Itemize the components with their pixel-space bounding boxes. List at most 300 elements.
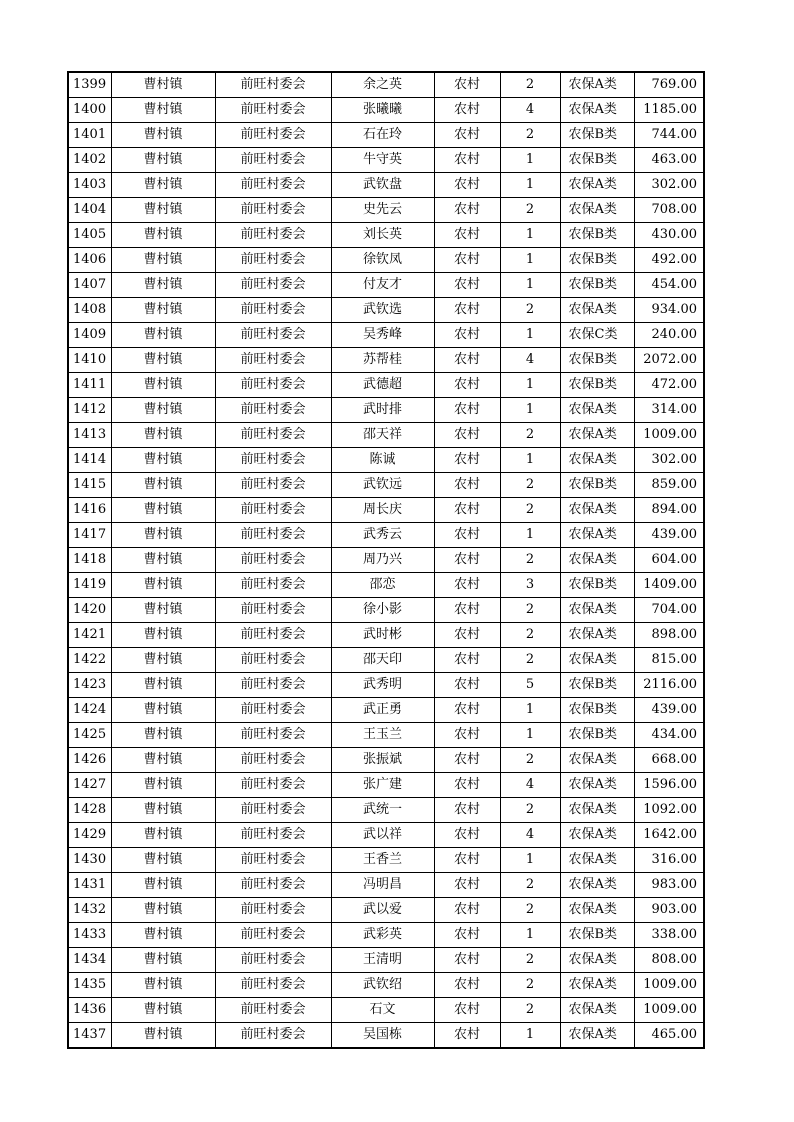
area-type-cell: 农村: [434, 398, 500, 423]
row-number-cell: 1437: [68, 1023, 111, 1049]
amount-cell: 316.00: [634, 848, 704, 873]
row-number-cell: 1417: [68, 523, 111, 548]
town-cell: 曹村镇: [111, 423, 215, 448]
village-committee-cell: 前旺村委会: [215, 72, 331, 98]
village-committee-cell: 前旺村委会: [215, 798, 331, 823]
household-count-cell: 1: [500, 923, 560, 948]
row-number-cell: 1419: [68, 573, 111, 598]
area-type-cell: 农村: [434, 648, 500, 673]
table-row: [68, 273, 704, 298]
row-number-cell: 1416: [68, 498, 111, 523]
town-cell: 曹村镇: [111, 798, 215, 823]
town-cell: 曹村镇: [111, 873, 215, 898]
household-count-cell: 1: [500, 148, 560, 173]
row-number-cell: 1426: [68, 748, 111, 773]
row-number-cell: 1412: [68, 398, 111, 423]
row-number-cell: 1403: [68, 173, 111, 198]
amount-cell: 240.00: [634, 323, 704, 348]
household-count-cell: 4: [500, 348, 560, 373]
row-number-cell: 1430: [68, 848, 111, 873]
amount-cell: 454.00: [634, 273, 704, 298]
table-row: [68, 448, 704, 473]
amount-cell: 934.00: [634, 298, 704, 323]
insurance-category-cell: 农保B类: [560, 273, 634, 298]
town-cell: 曹村镇: [111, 348, 215, 373]
table-row: [68, 1023, 704, 1049]
area-type-cell: 农村: [434, 973, 500, 998]
insurance-category-cell: 农保A类: [560, 198, 634, 223]
row-number-cell: 1424: [68, 698, 111, 723]
person-name-cell: 武秀明: [331, 673, 434, 698]
area-type-cell: 农村: [434, 623, 500, 648]
village-committee-cell: 前旺村委会: [215, 173, 331, 198]
person-name-cell: 付友才: [331, 273, 434, 298]
area-type-cell: 农村: [434, 248, 500, 273]
person-name-cell: 吴秀峰: [331, 323, 434, 348]
household-count-cell: 2: [500, 72, 560, 98]
amount-cell: 859.00: [634, 473, 704, 498]
amount-cell: 314.00: [634, 398, 704, 423]
person-name-cell: 徐小影: [331, 598, 434, 623]
insurance-category-cell: 农保A类: [560, 623, 634, 648]
household-count-cell: 1: [500, 523, 560, 548]
area-type-cell: 农村: [434, 72, 500, 98]
area-type-cell: 农村: [434, 798, 500, 823]
amount-cell: 1596.00: [634, 773, 704, 798]
town-cell: 曹村镇: [111, 948, 215, 973]
table-row: [68, 798, 704, 823]
household-count-cell: 1: [500, 848, 560, 873]
table-row: [68, 623, 704, 648]
village-committee-cell: 前旺村委会: [215, 298, 331, 323]
insurance-category-cell: 农保A类: [560, 548, 634, 573]
table-row: [68, 548, 704, 573]
household-count-cell: 4: [500, 98, 560, 123]
amount-cell: 439.00: [634, 523, 704, 548]
row-number-cell: 1405: [68, 223, 111, 248]
household-count-cell: 1: [500, 398, 560, 423]
insurance-category-cell: 农保A类: [560, 948, 634, 973]
row-number-cell: 1399: [68, 72, 111, 98]
table-row: [68, 198, 704, 223]
amount-cell: 439.00: [634, 698, 704, 723]
household-count-cell: 2: [500, 798, 560, 823]
household-count-cell: 1: [500, 373, 560, 398]
town-cell: 曹村镇: [111, 398, 215, 423]
row-number-cell: 1414: [68, 448, 111, 473]
person-name-cell: 邵恋: [331, 573, 434, 598]
village-committee-cell: 前旺村委会: [215, 498, 331, 523]
row-number-cell: 1418: [68, 548, 111, 573]
village-committee-cell: 前旺村委会: [215, 198, 331, 223]
household-count-cell: 2: [500, 873, 560, 898]
row-number-cell: 1422: [68, 648, 111, 673]
insurance-category-cell: 农保A类: [560, 998, 634, 1023]
table-row: [68, 923, 704, 948]
amount-cell: 302.00: [634, 173, 704, 198]
village-committee-cell: 前旺村委会: [215, 348, 331, 373]
insurance-category-cell: 农保A类: [560, 648, 634, 673]
row-number-cell: 1435: [68, 973, 111, 998]
table-row: [68, 323, 704, 348]
amount-cell: 1642.00: [634, 823, 704, 848]
row-number-cell: 1427: [68, 773, 111, 798]
area-type-cell: 农村: [434, 223, 500, 248]
table-row: [68, 298, 704, 323]
insurance-category-cell: 农保A类: [560, 873, 634, 898]
amount-cell: 604.00: [634, 548, 704, 573]
area-type-cell: 农村: [434, 723, 500, 748]
household-count-cell: 2: [500, 473, 560, 498]
insurance-category-cell: 农保B类: [560, 123, 634, 148]
person-name-cell: 周乃兴: [331, 548, 434, 573]
table-row: [68, 148, 704, 173]
household-count-cell: 2: [500, 198, 560, 223]
amount-cell: 808.00: [634, 948, 704, 973]
household-count-cell: 3: [500, 573, 560, 598]
row-number-cell: 1410: [68, 348, 111, 373]
town-cell: 曹村镇: [111, 198, 215, 223]
amount-cell: 2116.00: [634, 673, 704, 698]
person-name-cell: 武秀云: [331, 523, 434, 548]
table-body: [68, 72, 704, 1048]
table-row: [68, 948, 704, 973]
town-cell: 曹村镇: [111, 623, 215, 648]
household-count-cell: 2: [500, 948, 560, 973]
village-committee-cell: 前旺村委会: [215, 698, 331, 723]
amount-cell: 430.00: [634, 223, 704, 248]
village-committee-cell: 前旺村委会: [215, 398, 331, 423]
household-count-cell: 5: [500, 673, 560, 698]
town-cell: 曹村镇: [111, 923, 215, 948]
row-number-cell: 1434: [68, 948, 111, 973]
insurance-category-cell: 农保B类: [560, 348, 634, 373]
town-cell: 曹村镇: [111, 223, 215, 248]
town-cell: 曹村镇: [111, 323, 215, 348]
town-cell: 曹村镇: [111, 973, 215, 998]
amount-cell: 1092.00: [634, 798, 704, 823]
insurance-category-cell: 农保B类: [560, 673, 634, 698]
town-cell: 曹村镇: [111, 373, 215, 398]
row-number-cell: 1421: [68, 623, 111, 648]
row-number-cell: 1413: [68, 423, 111, 448]
table-row: [68, 773, 704, 798]
row-number-cell: 1402: [68, 148, 111, 173]
table-row: [68, 398, 704, 423]
person-name-cell: 周长庆: [331, 498, 434, 523]
person-name-cell: 武时排: [331, 398, 434, 423]
table-row: [68, 72, 704, 98]
household-count-cell: 2: [500, 648, 560, 673]
row-number-cell: 1432: [68, 898, 111, 923]
row-number-cell: 1429: [68, 823, 111, 848]
town-cell: 曹村镇: [111, 72, 215, 98]
village-committee-cell: 前旺村委会: [215, 823, 331, 848]
amount-cell: 898.00: [634, 623, 704, 648]
insurance-category-cell: 农保B类: [560, 248, 634, 273]
area-type-cell: 农村: [434, 873, 500, 898]
row-number-cell: 1406: [68, 248, 111, 273]
amount-cell: 2072.00: [634, 348, 704, 373]
area-type-cell: 农村: [434, 673, 500, 698]
village-committee-cell: 前旺村委会: [215, 673, 331, 698]
table-row: [68, 173, 704, 198]
village-committee-cell: 前旺村委会: [215, 973, 331, 998]
table-row: [68, 598, 704, 623]
amount-cell: 815.00: [634, 648, 704, 673]
row-number-cell: 1411: [68, 373, 111, 398]
person-name-cell: 冯明昌: [331, 873, 434, 898]
household-count-cell: 1: [500, 248, 560, 273]
amount-cell: 492.00: [634, 248, 704, 273]
amount-cell: 1185.00: [634, 98, 704, 123]
amount-cell: 668.00: [634, 748, 704, 773]
area-type-cell: 农村: [434, 98, 500, 123]
table-row: [68, 848, 704, 873]
area-type-cell: 农村: [434, 273, 500, 298]
table-row: [68, 473, 704, 498]
person-name-cell: 余之英: [331, 72, 434, 98]
town-cell: 曹村镇: [111, 573, 215, 598]
row-number-cell: 1408: [68, 298, 111, 323]
area-type-cell: 农村: [434, 823, 500, 848]
person-name-cell: 武钦盘: [331, 173, 434, 198]
area-type-cell: 农村: [434, 423, 500, 448]
insurance-category-cell: 农保A类: [560, 748, 634, 773]
area-type-cell: 农村: [434, 123, 500, 148]
town-cell: 曹村镇: [111, 273, 215, 298]
person-name-cell: 牛守英: [331, 148, 434, 173]
insurance-category-cell: 农保A类: [560, 173, 634, 198]
town-cell: 曹村镇: [111, 898, 215, 923]
area-type-cell: 农村: [434, 523, 500, 548]
area-type-cell: 农村: [434, 323, 500, 348]
area-type-cell: 农村: [434, 998, 500, 1023]
insurance-category-cell: 农保B类: [560, 373, 634, 398]
insurance-category-cell: 农保B类: [560, 698, 634, 723]
person-name-cell: 武以爱: [331, 898, 434, 923]
person-name-cell: 武钦选: [331, 298, 434, 323]
household-count-cell: 1: [500, 173, 560, 198]
table-row: [68, 698, 704, 723]
insurance-category-cell: 农保A类: [560, 498, 634, 523]
person-name-cell: 武正勇: [331, 698, 434, 723]
insurance-category-cell: 农保A类: [560, 898, 634, 923]
town-cell: 曹村镇: [111, 123, 215, 148]
village-committee-cell: 前旺村委会: [215, 148, 331, 173]
amount-cell: 983.00: [634, 873, 704, 898]
area-type-cell: 农村: [434, 748, 500, 773]
person-name-cell: 武彩英: [331, 923, 434, 948]
insurance-category-cell: 农保A类: [560, 1023, 634, 1049]
household-count-cell: 1: [500, 1023, 560, 1049]
town-cell: 曹村镇: [111, 723, 215, 748]
insurance-category-cell: 农保C类: [560, 323, 634, 348]
household-count-cell: 2: [500, 498, 560, 523]
row-number-cell: 1431: [68, 873, 111, 898]
row-number-cell: 1423: [68, 673, 111, 698]
town-cell: 曹村镇: [111, 248, 215, 273]
village-committee-cell: 前旺村委会: [215, 448, 331, 473]
row-number-cell: 1404: [68, 198, 111, 223]
insurance-category-cell: 农保A类: [560, 598, 634, 623]
person-name-cell: 武钦绍: [331, 973, 434, 998]
person-name-cell: 陈诚: [331, 448, 434, 473]
person-name-cell: 刘长英: [331, 223, 434, 248]
household-count-cell: 2: [500, 973, 560, 998]
table-row: [68, 973, 704, 998]
household-count-cell: 1: [500, 323, 560, 348]
town-cell: 曹村镇: [111, 523, 215, 548]
table-row: [68, 723, 704, 748]
household-count-cell: 2: [500, 123, 560, 148]
household-count-cell: 1: [500, 448, 560, 473]
area-type-cell: 农村: [434, 698, 500, 723]
town-cell: 曹村镇: [111, 173, 215, 198]
amount-cell: 472.00: [634, 373, 704, 398]
area-type-cell: 农村: [434, 348, 500, 373]
area-type-cell: 农村: [434, 473, 500, 498]
village-committee-cell: 前旺村委会: [215, 623, 331, 648]
table-row: [68, 673, 704, 698]
amount-cell: 1009.00: [634, 998, 704, 1023]
amount-cell: 434.00: [634, 723, 704, 748]
table-row: [68, 748, 704, 773]
village-committee-cell: 前旺村委会: [215, 923, 331, 948]
insurance-category-cell: 农保A类: [560, 423, 634, 448]
person-name-cell: 石在玲: [331, 123, 434, 148]
town-cell: 曹村镇: [111, 673, 215, 698]
town-cell: 曹村镇: [111, 773, 215, 798]
insurance-category-cell: 农保A类: [560, 98, 634, 123]
row-number-cell: 1409: [68, 323, 111, 348]
area-type-cell: 农村: [434, 173, 500, 198]
amount-cell: 302.00: [634, 448, 704, 473]
table-row: [68, 123, 704, 148]
insurance-category-cell: 农保A类: [560, 823, 634, 848]
household-count-cell: 2: [500, 298, 560, 323]
village-committee-cell: 前旺村委会: [215, 223, 331, 248]
town-cell: 曹村镇: [111, 298, 215, 323]
village-committee-cell: 前旺村委会: [215, 473, 331, 498]
area-type-cell: 农村: [434, 573, 500, 598]
household-count-cell: 1: [500, 223, 560, 248]
row-number-cell: 1433: [68, 923, 111, 948]
amount-cell: 338.00: [634, 923, 704, 948]
village-committee-cell: 前旺村委会: [215, 423, 331, 448]
person-name-cell: 王香兰: [331, 848, 434, 873]
person-name-cell: 武以祥: [331, 823, 434, 848]
table-row: [68, 248, 704, 273]
amount-cell: 463.00: [634, 148, 704, 173]
table-row: [68, 223, 704, 248]
table-row: [68, 348, 704, 373]
person-name-cell: 武时彬: [331, 623, 434, 648]
area-type-cell: 农村: [434, 948, 500, 973]
insurance-category-cell: 农保A类: [560, 298, 634, 323]
row-number-cell: 1415: [68, 473, 111, 498]
village-committee-cell: 前旺村委会: [215, 373, 331, 398]
insurance-category-cell: 农保B类: [560, 923, 634, 948]
household-count-cell: 2: [500, 423, 560, 448]
amount-cell: 708.00: [634, 198, 704, 223]
village-committee-cell: 前旺村委会: [215, 573, 331, 598]
village-committee-cell: 前旺村委会: [215, 848, 331, 873]
village-committee-cell: 前旺村委会: [215, 273, 331, 298]
row-number-cell: 1400: [68, 98, 111, 123]
village-committee-cell: 前旺村委会: [215, 123, 331, 148]
area-type-cell: 农村: [434, 773, 500, 798]
village-committee-cell: 前旺村委会: [215, 748, 331, 773]
table-row: [68, 873, 704, 898]
amount-cell: 1409.00: [634, 573, 704, 598]
household-count-cell: 2: [500, 998, 560, 1023]
row-number-cell: 1428: [68, 798, 111, 823]
amount-cell: 465.00: [634, 1023, 704, 1049]
insurance-category-cell: 农保B类: [560, 148, 634, 173]
area-type-cell: 农村: [434, 198, 500, 223]
village-committee-cell: 前旺村委会: [215, 548, 331, 573]
area-type-cell: 农村: [434, 498, 500, 523]
person-name-cell: 徐钦凤: [331, 248, 434, 273]
person-name-cell: 武统一: [331, 798, 434, 823]
person-name-cell: 张振斌: [331, 748, 434, 773]
village-committee-cell: 前旺村委会: [215, 598, 331, 623]
insurance-category-cell: 农保B类: [560, 223, 634, 248]
row-number-cell: 1401: [68, 123, 111, 148]
village-committee-cell: 前旺村委会: [215, 648, 331, 673]
household-count-cell: 2: [500, 623, 560, 648]
area-type-cell: 农村: [434, 923, 500, 948]
insurance-category-cell: 农保A类: [560, 798, 634, 823]
town-cell: 曹村镇: [111, 648, 215, 673]
village-committee-cell: 前旺村委会: [215, 248, 331, 273]
village-committee-cell: 前旺村委会: [215, 873, 331, 898]
area-type-cell: 农村: [434, 148, 500, 173]
insurance-category-cell: 农保A类: [560, 773, 634, 798]
table-row: [68, 573, 704, 598]
amount-cell: 1009.00: [634, 423, 704, 448]
insurance-category-cell: 农保A类: [560, 973, 634, 998]
town-cell: 曹村镇: [111, 698, 215, 723]
village-committee-cell: 前旺村委会: [215, 323, 331, 348]
village-committee-cell: 前旺村委会: [215, 773, 331, 798]
table-row: [68, 373, 704, 398]
area-type-cell: 农村: [434, 298, 500, 323]
area-type-cell: 农村: [434, 448, 500, 473]
town-cell: 曹村镇: [111, 148, 215, 173]
town-cell: 曹村镇: [111, 598, 215, 623]
household-count-cell: 1: [500, 723, 560, 748]
area-type-cell: 农村: [434, 598, 500, 623]
table-row: [68, 498, 704, 523]
person-name-cell: 苏帮桂: [331, 348, 434, 373]
benefit-roster-table: [67, 71, 705, 1049]
person-name-cell: 武钦远: [331, 473, 434, 498]
town-cell: 曹村镇: [111, 823, 215, 848]
insurance-category-cell: 农保B类: [560, 473, 634, 498]
table-row: [68, 998, 704, 1023]
amount-cell: 744.00: [634, 123, 704, 148]
town-cell: 曹村镇: [111, 448, 215, 473]
person-name-cell: 吴国栋: [331, 1023, 434, 1049]
person-name-cell: 王玉兰: [331, 723, 434, 748]
table-row: [68, 898, 704, 923]
household-count-cell: 2: [500, 598, 560, 623]
area-type-cell: 农村: [434, 848, 500, 873]
household-count-cell: 1: [500, 273, 560, 298]
area-type-cell: 农村: [434, 898, 500, 923]
